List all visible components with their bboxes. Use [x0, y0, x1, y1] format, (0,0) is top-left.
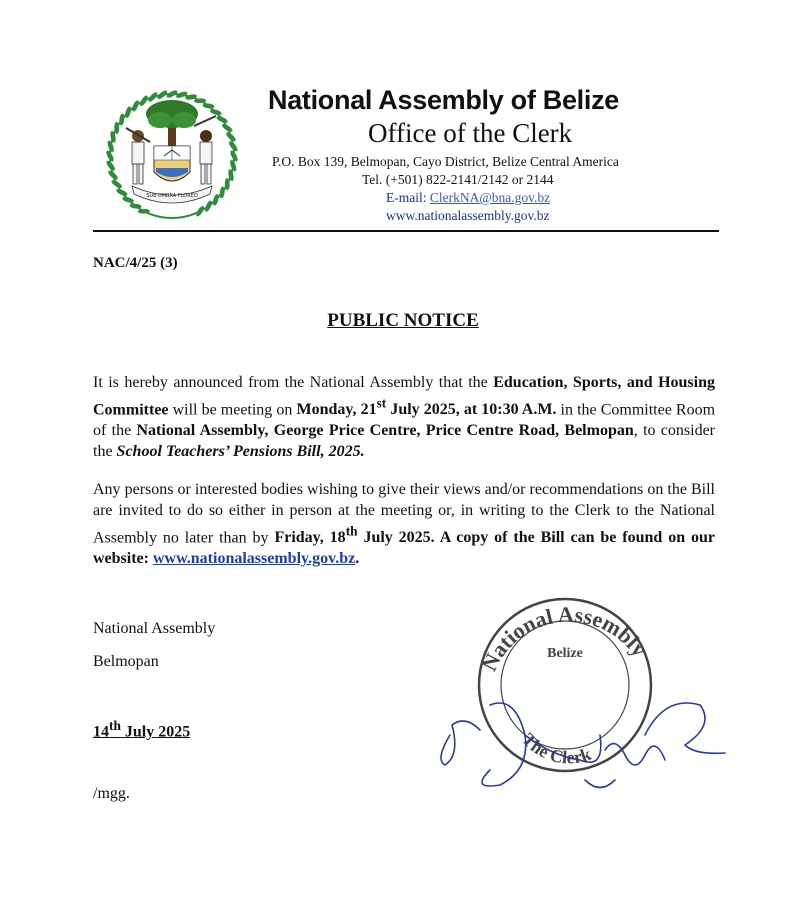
wreath-leaf [110, 179, 123, 190]
wreath-leaf [131, 99, 140, 112]
text-run: , to consider the [93, 422, 716, 461]
wreath-leaf [147, 91, 159, 103]
ordinal-suffix: th [109, 718, 121, 733]
supporter-left-icon [126, 128, 150, 184]
crest-motto: SUB UMBRA FLOREO [146, 193, 198, 199]
office-title: Office of the Clerk [368, 118, 573, 148]
text-run: Any persons or interested bodies wishing to give their views and/or recommendations on the Bill are invited to do so either in person at the meeting or, in writing to the Clerk to the National Assembly no later than by [93, 481, 715, 547]
supporter-right-icon [194, 116, 216, 184]
notice-paragraph-1 [93, 372, 715, 462]
notice-date [93, 718, 190, 741]
signoff-line-2: Belmopan [93, 653, 159, 670]
wreath-leaf [139, 94, 150, 107]
date-day: 14 [93, 723, 109, 741]
notice-title-text: PUBLIC NOTICE [327, 310, 479, 331]
website-link[interactable]: www.nationalassembly.gov.bz [152, 550, 356, 568]
wreath-leaf [124, 106, 132, 119]
stamp-top-text: National Assembly [476, 601, 653, 675]
signoff-line-1: National Assembly [93, 620, 216, 637]
text-run: will be meeting on [168, 401, 297, 419]
deadline-day: Friday, 18 [274, 529, 346, 547]
meeting-time: July 2025, at 10:30 A.M. [386, 401, 557, 419]
wreath-leaf [204, 200, 213, 213]
org-name: National Assembly of Belize [268, 85, 619, 115]
reference-number: NAC/4/25 (3) [93, 255, 178, 271]
telephone-line: Tel. (+501) 822-2141/2142 or 2144 [362, 172, 554, 187]
notice-title [0, 310, 806, 332]
bill-name: School Teachers’ Pensions Bill, 2025. [116, 443, 365, 461]
email-link[interactable]: ClerkNA@bna.gov.bz [429, 190, 551, 205]
deadline-rest: July 2025. A copy of the Bill can be found on our website: [93, 529, 716, 568]
notice-paragraph-2 [93, 479, 715, 569]
wreath-leaf [122, 196, 135, 204]
email-line [386, 190, 550, 206]
typist-initials: /mgg. [93, 785, 130, 802]
wreath-leaf [209, 108, 222, 116]
meeting-day: Monday, 21 [296, 401, 377, 419]
committee-name: Education, Sports, and Housing Committee [93, 374, 716, 419]
email-label: E-mail: [386, 190, 430, 205]
address-line: P.O. Box 139, Belmopan, Cayo District, Belize Central America [272, 154, 619, 169]
meeting-date [296, 396, 557, 419]
header-divider [93, 230, 719, 232]
stamp-center-text: Belize [547, 646, 583, 661]
coat-of-arms-logo [98, 86, 246, 226]
text-run: It is hereby announced from the National Assembly that the [93, 374, 494, 391]
wreath-leaf [107, 169, 119, 181]
ordinal-suffix: st [376, 396, 387, 411]
stamp-bottom-text: The Clerk [518, 729, 594, 768]
stamp-icon [430, 585, 730, 800]
official-stamp [430, 585, 730, 800]
meeting-venue: National Assembly, George Price Centre, Price Centre Road, Belmopan [136, 422, 634, 440]
wreath-leaf [115, 188, 128, 197]
wreath-leaf [216, 115, 229, 124]
text-run: . [355, 550, 360, 568]
wreath-leaf [212, 193, 220, 206]
date-rest: July 2025 [120, 723, 191, 741]
ordinal-suffix: th [345, 524, 358, 539]
wreath-leaf [221, 123, 234, 134]
coat-of-arms-icon [98, 86, 246, 226]
wreath-leaf [195, 205, 206, 218]
wreath-leaf [225, 131, 237, 143]
text-run: in the Committee Room of the [93, 401, 716, 440]
website-header[interactable]: www.nationalassembly.gov.bz [386, 208, 550, 223]
